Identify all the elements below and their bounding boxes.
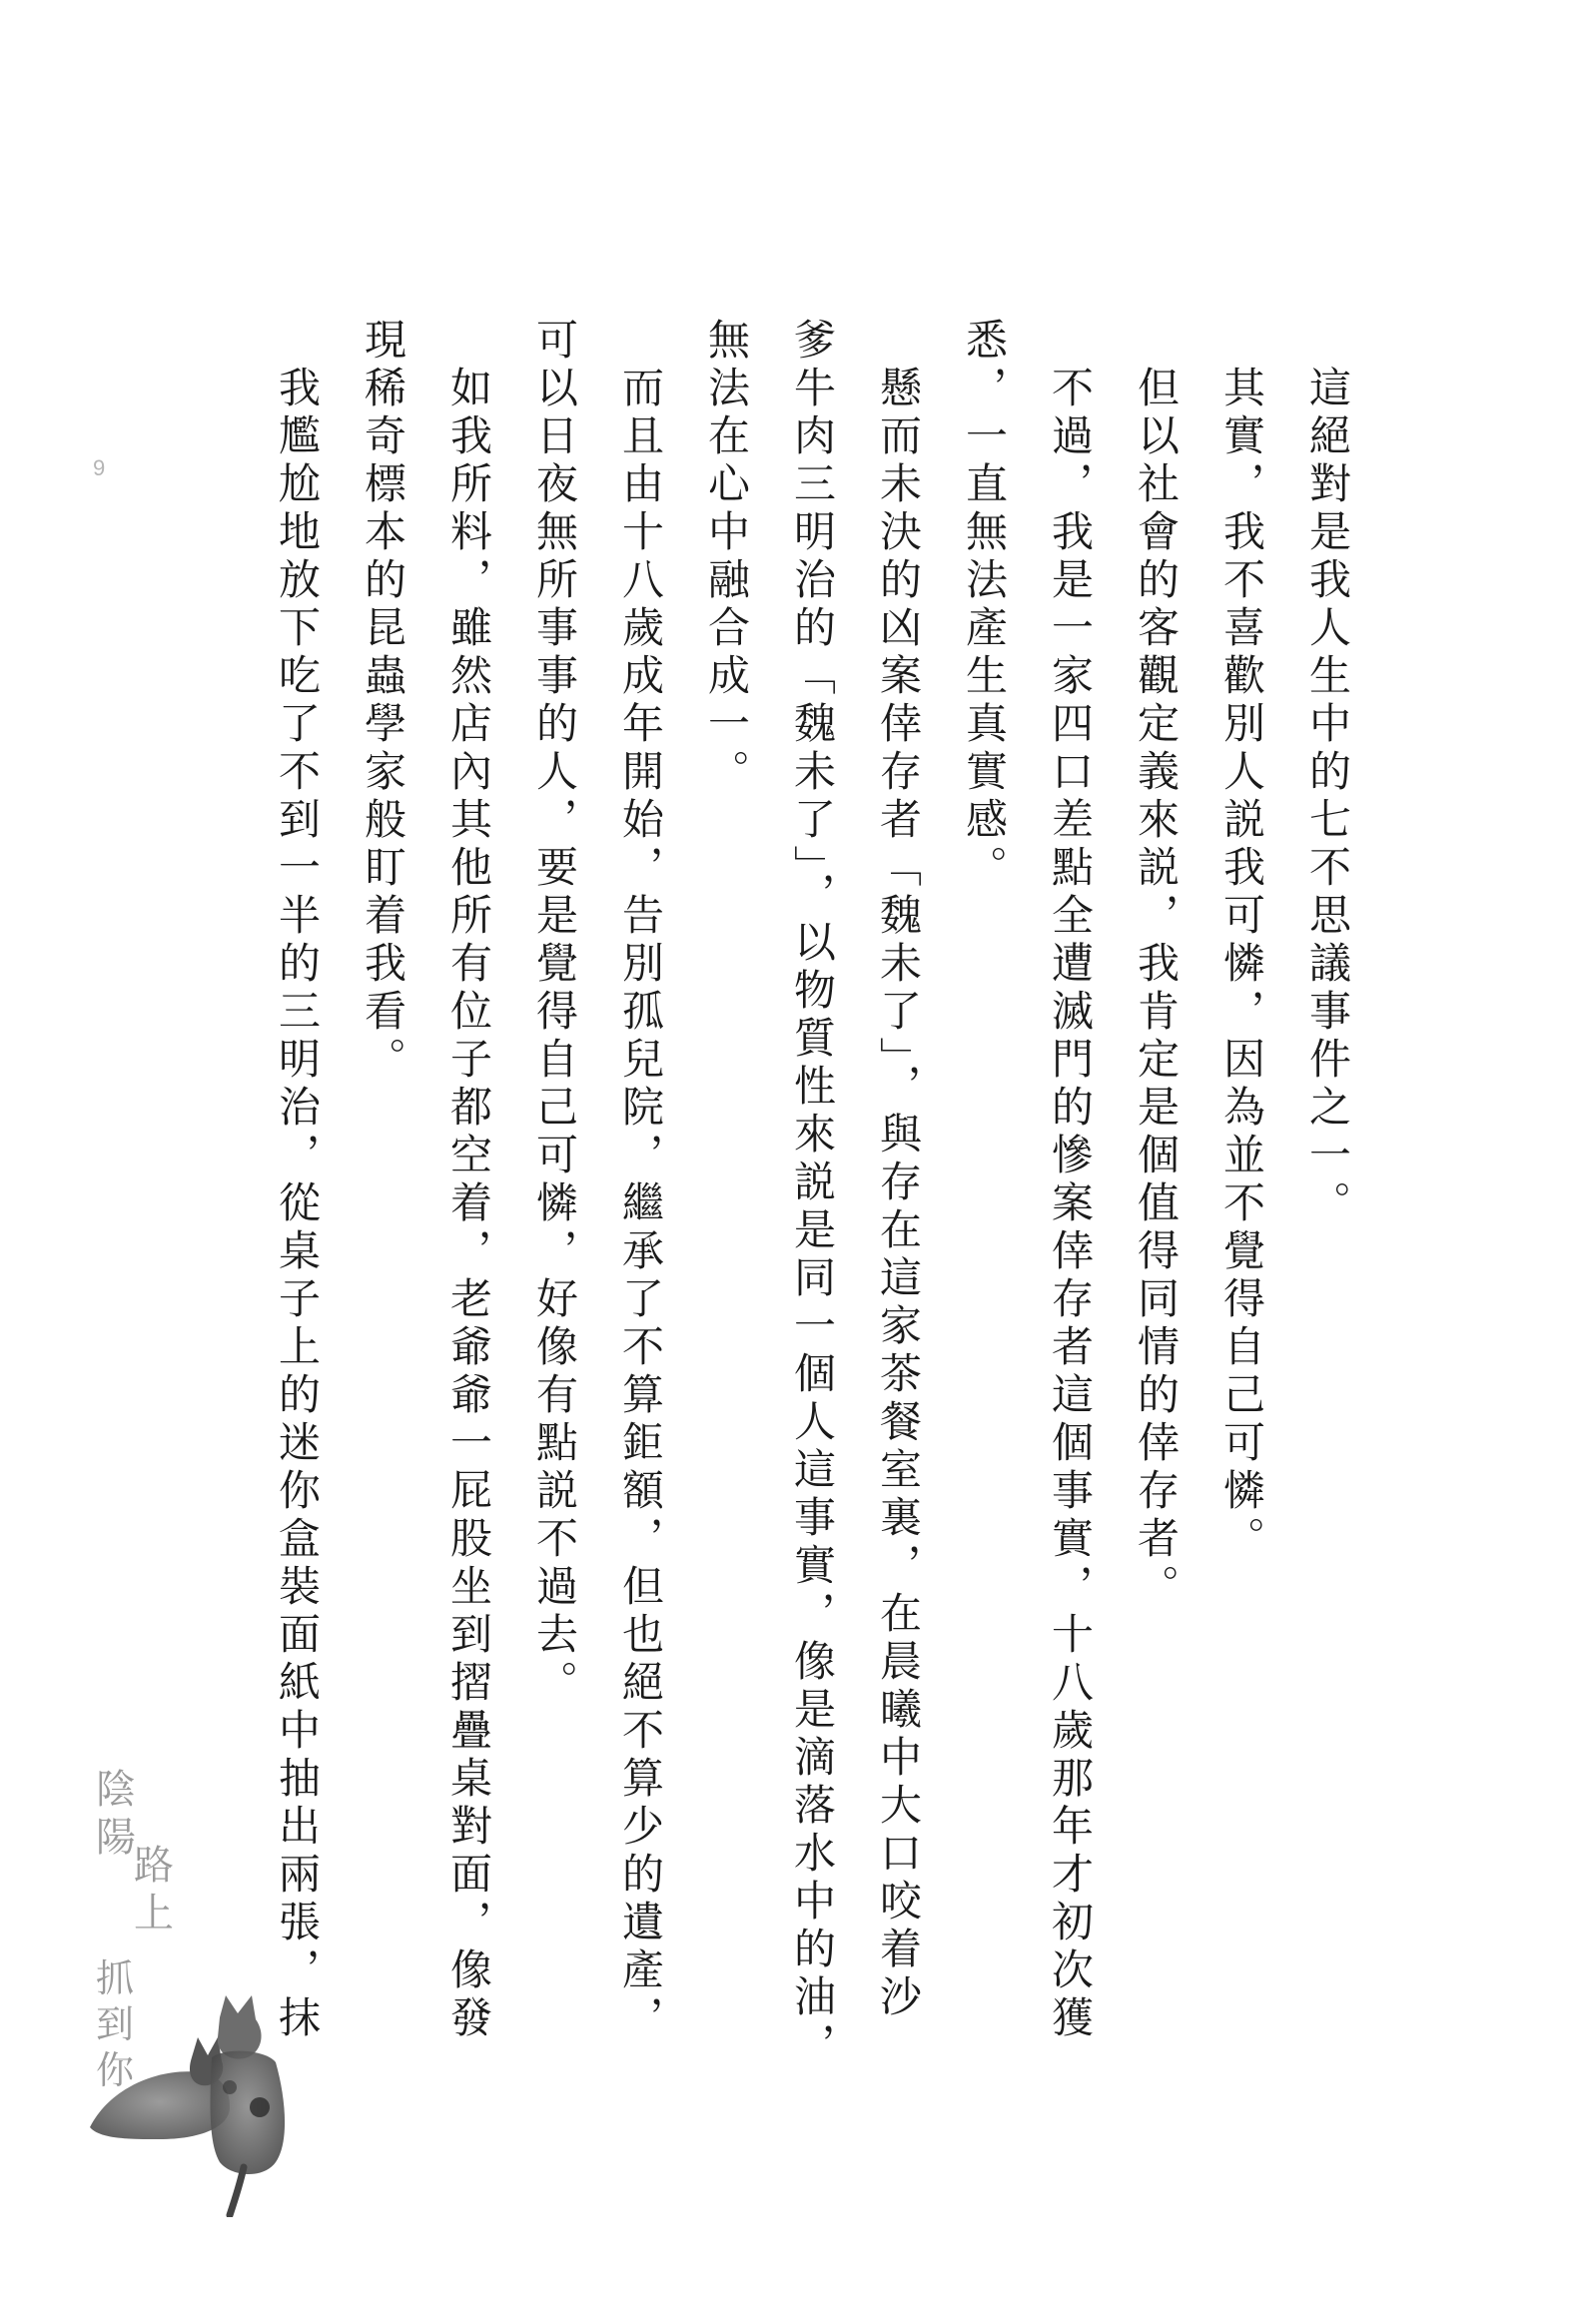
- text-column-3: 但以社會的客觀定義來説，我肯定是個值得同情的倖存者。: [1132, 366, 1181, 1612]
- text-column-6: 懸而未決的凶案倖存者「魏未了」，與存在這家茶餐室裏，在晨曦中大口咬着沙: [874, 366, 923, 2022]
- text-column-5: 悉，一直無法產生真實感。: [960, 318, 1009, 893]
- page-number: 9: [93, 455, 106, 480]
- text-column-11: 如我所料，雖然店內其他所有位子都空着，老爺爺一屁股坐到摺疊桌對面，像發: [444, 366, 493, 2043]
- text-column-9: 而且由十八歲成年開始，告別孤兒院，繼承了不算鉅額，但也絕不算少的遺產，: [616, 366, 665, 2043]
- sitting-cat-icon: [210, 1995, 285, 2215]
- title-char: 到: [96, 2002, 135, 2046]
- text-column-4: 不過，我是一家四口差點全遭滅門的慘案倖存者這個事實，十八歲那年才初次獲: [1046, 366, 1095, 2043]
- text-column-13: 我尷尬地放下吃了不到一半的三明治，從桌子上的迷你盒裝面紙中抽出兩張，抹: [273, 366, 322, 2043]
- title-char: 上: [134, 1891, 174, 1937]
- text-column-2: 其實，我不喜歡別人説我可憐，因為並不覺得自己可憐。: [1217, 366, 1266, 1564]
- title-char: 路: [134, 1843, 174, 1889]
- text-column-10: 可以日夜無所事事的人，要是覺得自己可憐，好像有點説不過去。: [530, 318, 579, 1708]
- text-column-1: 這絕對是我人生中的七不思議事件之一。: [1303, 366, 1352, 1228]
- title-char: 陽: [96, 1815, 136, 1861]
- title-char: 抓: [96, 1956, 135, 2000]
- text-column-12: 現稀奇標本的昆蟲學家般盯着我看。: [359, 318, 407, 1085]
- title-char: 陰: [96, 1767, 136, 1813]
- text-column-7: 爹牛肉三明治的「魏未了」，以物質性來説是同一個人這事實，像是滴落水中的油，: [788, 318, 837, 2070]
- title-char: 你: [96, 2048, 135, 2092]
- cats-illustration: [80, 1957, 300, 2217]
- text-column-8: 無法在心中融合成一。: [702, 318, 751, 797]
- small-cat-icon: [90, 2037, 230, 2139]
